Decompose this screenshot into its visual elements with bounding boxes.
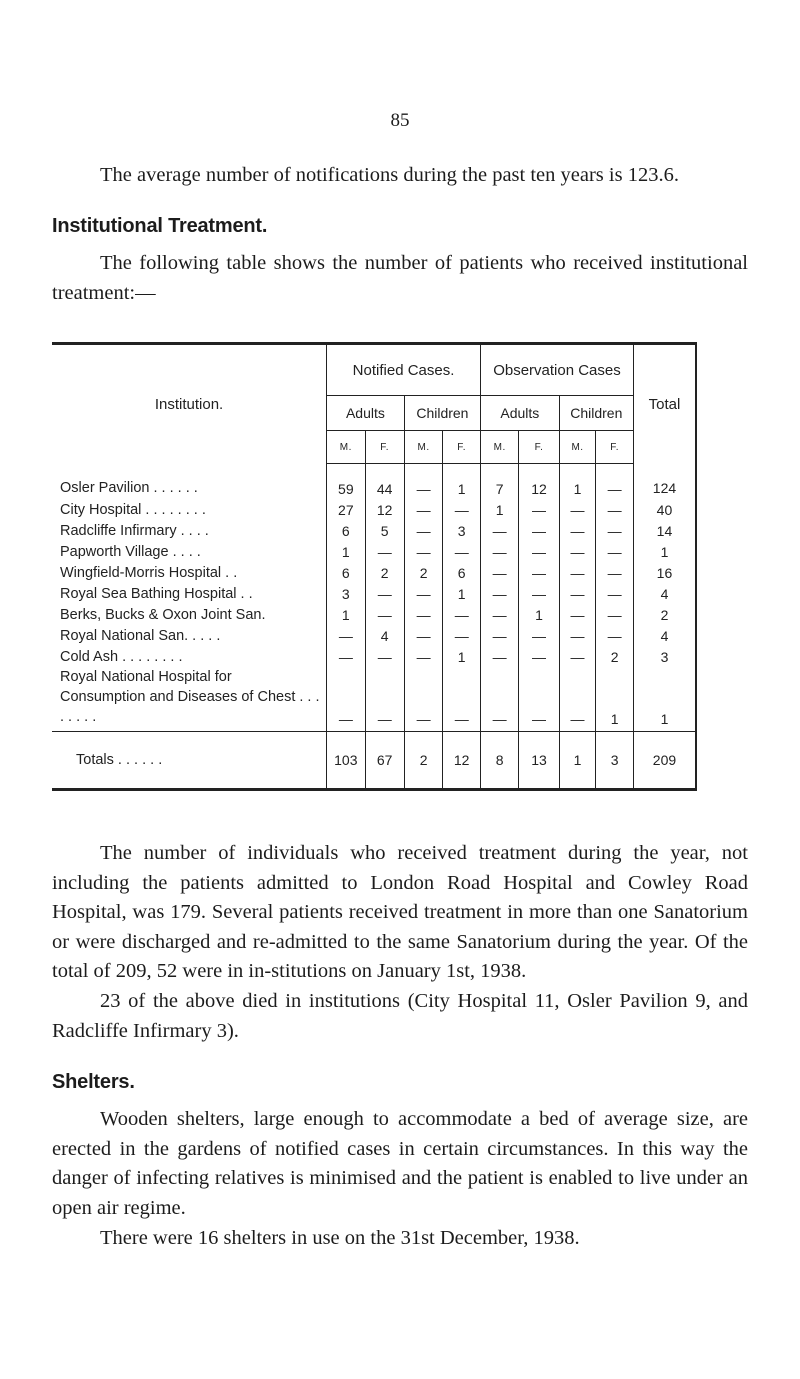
totals-cell: 12 — [443, 732, 481, 790]
table-row — [52, 464, 696, 500]
table-cell: — — [443, 499, 481, 520]
institution-name: Berks, Bucks & Oxon Joint San. — [52, 604, 327, 625]
table-cell: — — [404, 625, 443, 646]
totals-cell: 103 — [327, 732, 366, 790]
table-cell: — — [365, 583, 404, 604]
institution-name: Papworth Village . . . . — [52, 541, 327, 562]
male-header: M. — [559, 431, 596, 464]
institution-name: Radcliffe Infirmary . . . . — [52, 520, 327, 541]
table-cell: — — [481, 625, 519, 646]
row-total: 16 — [633, 562, 696, 583]
table-cell: — — [559, 604, 596, 625]
notified-adults-header: Adults — [327, 396, 405, 431]
table-cell: — — [443, 667, 481, 732]
total-column-header: Total — [633, 344, 696, 464]
table-cell: 1 — [443, 583, 481, 604]
table-cell: — — [443, 541, 481, 562]
row-total: 124 — [633, 464, 696, 500]
table-cell: 1 — [443, 464, 481, 500]
deaths-paragraph: 23 of the above died in institutions (City Hospital 11, Osler Pavilion 9, and Radcliffe Infirmary 3). — [52, 990, 748, 1042]
totals-cell: 3 — [596, 732, 634, 790]
table-cell: — — [365, 541, 404, 562]
table-cell: 1 — [443, 646, 481, 667]
totals-label: Totals . . . . . . — [52, 732, 327, 790]
table-cell: — — [404, 667, 443, 732]
male-header: M. — [404, 431, 443, 464]
row-total: 1 — [633, 541, 696, 562]
table-row — [52, 499, 696, 520]
table-cell: — — [519, 625, 559, 646]
table-cell: — — [559, 646, 596, 667]
institution-name: Wingfield-Morris Hospital . . — [52, 562, 327, 583]
table-cell: — — [404, 520, 443, 541]
table-cell: 6 — [327, 562, 366, 583]
institution-name: Cold Ash . . . . . . . . — [52, 646, 327, 667]
table-cell: 2 — [404, 562, 443, 583]
table-cell: — — [365, 646, 404, 667]
table-cell: 1 — [327, 604, 366, 625]
table-cell: 12 — [365, 499, 404, 520]
row-total: 4 — [633, 583, 696, 604]
intro-paragraph: The average number of notifications during the past ten years is 123.6. — [100, 164, 679, 186]
table-cell: — — [596, 541, 634, 562]
institution-column-header: Institution. — [52, 344, 327, 464]
row-total: 1 — [633, 667, 696, 732]
table-cell: 7 — [481, 464, 519, 500]
row-total: 3 — [633, 646, 696, 667]
row-total: 40 — [633, 499, 696, 520]
institution-name: Royal Sea Bathing Hospital . . — [52, 583, 327, 604]
table-cell: — — [519, 646, 559, 667]
table-row — [52, 583, 696, 604]
notified-children-header: Children — [404, 396, 480, 431]
table-cell: — — [596, 625, 634, 646]
table-cell: — — [559, 562, 596, 583]
table-cell: — — [519, 499, 559, 520]
table-cell: 4 — [365, 625, 404, 646]
table-cell: — — [327, 667, 366, 732]
institutional-treatment-heading: Institutional Treatment. — [52, 215, 268, 237]
totals-cell: 1 — [559, 732, 596, 790]
institution-name: Royal National Hospital for Consumption and Diseases of Chest . . . . . . . . — [52, 667, 327, 732]
table-cell: 3 — [327, 583, 366, 604]
page-number: 85 — [390, 110, 410, 131]
table-cell: — — [365, 604, 404, 625]
observation-children-header: Children — [559, 396, 633, 431]
totals-cell: 67 — [365, 732, 404, 790]
female-header: F. — [596, 431, 634, 464]
totals-cell: 2 — [404, 732, 443, 790]
table-cell: — — [481, 520, 519, 541]
table-cell: 6 — [327, 520, 366, 541]
notified-cases-header: Notified Cases. — [327, 344, 481, 396]
institution-name: City Hospital . . . . . . . . — [52, 499, 327, 520]
table-cell: — — [481, 541, 519, 562]
observation-cases-header: Observation Cases — [481, 344, 634, 396]
table-cell: 2 — [596, 646, 634, 667]
shelters-paragraph: Wooden shelters, large enough to accommodate a bed of average size, are erected in the gardens of notified cases in certain circumstances. In this way the danger of infecting relatives is minimised and the patient is enabled to live under an open air regime. — [52, 1108, 748, 1219]
table-cell: 44 — [365, 464, 404, 500]
female-header: F. — [443, 431, 481, 464]
table-cell: — — [327, 646, 366, 667]
table-cell: — — [519, 667, 559, 732]
table-cell: — — [519, 562, 559, 583]
row-total: 4 — [633, 625, 696, 646]
table-cell: — — [404, 646, 443, 667]
institutional-treatment-table — [52, 342, 697, 791]
totals-cell: 8 — [481, 732, 519, 790]
male-header: M. — [327, 431, 366, 464]
table-cell: 1 — [327, 541, 366, 562]
table-row — [52, 520, 696, 541]
table-cell: — — [443, 604, 481, 625]
table-cell: — — [559, 583, 596, 604]
table-cell: — — [596, 604, 634, 625]
table-cell: — — [596, 520, 634, 541]
totals-row — [52, 732, 696, 790]
table-cell: — — [559, 499, 596, 520]
table-cell: — — [596, 562, 634, 583]
table-cell: — — [559, 520, 596, 541]
table-cell: 5 — [365, 520, 404, 541]
table-cell: — — [404, 499, 443, 520]
table-cell: — — [481, 562, 519, 583]
table-cell: — — [596, 464, 634, 500]
male-header: M. — [481, 431, 519, 464]
table-cell: — — [559, 625, 596, 646]
table-cell: 2 — [365, 562, 404, 583]
table-row — [52, 625, 696, 646]
observation-adults-header: Adults — [481, 396, 560, 431]
table-cell: 27 — [327, 499, 366, 520]
table-cell: — — [519, 583, 559, 604]
table-cell: — — [596, 499, 634, 520]
totals-cell: 13 — [519, 732, 559, 790]
table-cell: — — [481, 604, 519, 625]
table-cell: — — [481, 583, 519, 604]
table-cell: — — [559, 667, 596, 732]
table-row — [52, 604, 696, 625]
individuals-paragraph: The number of individuals who received treatment during the year, not including the patients admitted to London Road Hospital and Cowley Road Hospital, was 179. Several patients received treatment in more than one Sanatorium or were discharged and re-admitted to the same Sanatorium during the year. Of the total of 209, 52 were in in-stitutions on January 1st, 1938. — [52, 842, 748, 982]
row-total: 14 — [633, 520, 696, 541]
table-cell: — — [519, 520, 559, 541]
table-cell: — — [404, 541, 443, 562]
table-cell: — — [481, 646, 519, 667]
table-row — [52, 541, 696, 562]
grand-total: 209 — [633, 732, 696, 790]
table-row — [52, 667, 696, 732]
institution-name: Osler Pavilion . . . . . . — [52, 464, 327, 500]
table-row — [52, 646, 696, 667]
table-cell: — — [596, 583, 634, 604]
table-cell: 3 — [443, 520, 481, 541]
table-row — [52, 562, 696, 583]
table-cell: 1 — [559, 464, 596, 500]
table-cell: — — [404, 583, 443, 604]
shelters-count-paragraph: There were 16 shelters in use on the 31st December, 1938. — [100, 1227, 580, 1249]
shelters-heading: Shelters. — [52, 1071, 135, 1093]
female-header: F. — [365, 431, 404, 464]
table-cell: 1 — [519, 604, 559, 625]
table-cell: — — [365, 667, 404, 732]
table-cell: — — [559, 541, 596, 562]
table-cell: — — [481, 667, 519, 732]
table-cell: — — [404, 464, 443, 500]
table-cell: — — [327, 625, 366, 646]
table-cell: 12 — [519, 464, 559, 500]
table-intro-paragraph: The following table shows the number of patients who received institutional treatment:— — [52, 252, 748, 304]
table-cell: 59 — [327, 464, 366, 500]
table-cell: — — [404, 604, 443, 625]
table-cell: — — [443, 625, 481, 646]
institution-name: Royal National San. . . . . — [52, 625, 327, 646]
table-cell: 1 — [596, 667, 634, 732]
table-cell: — — [519, 541, 559, 562]
row-total: 2 — [633, 604, 696, 625]
table-cell: 1 — [481, 499, 519, 520]
table-cell: 6 — [443, 562, 481, 583]
female-header: F. — [519, 431, 559, 464]
